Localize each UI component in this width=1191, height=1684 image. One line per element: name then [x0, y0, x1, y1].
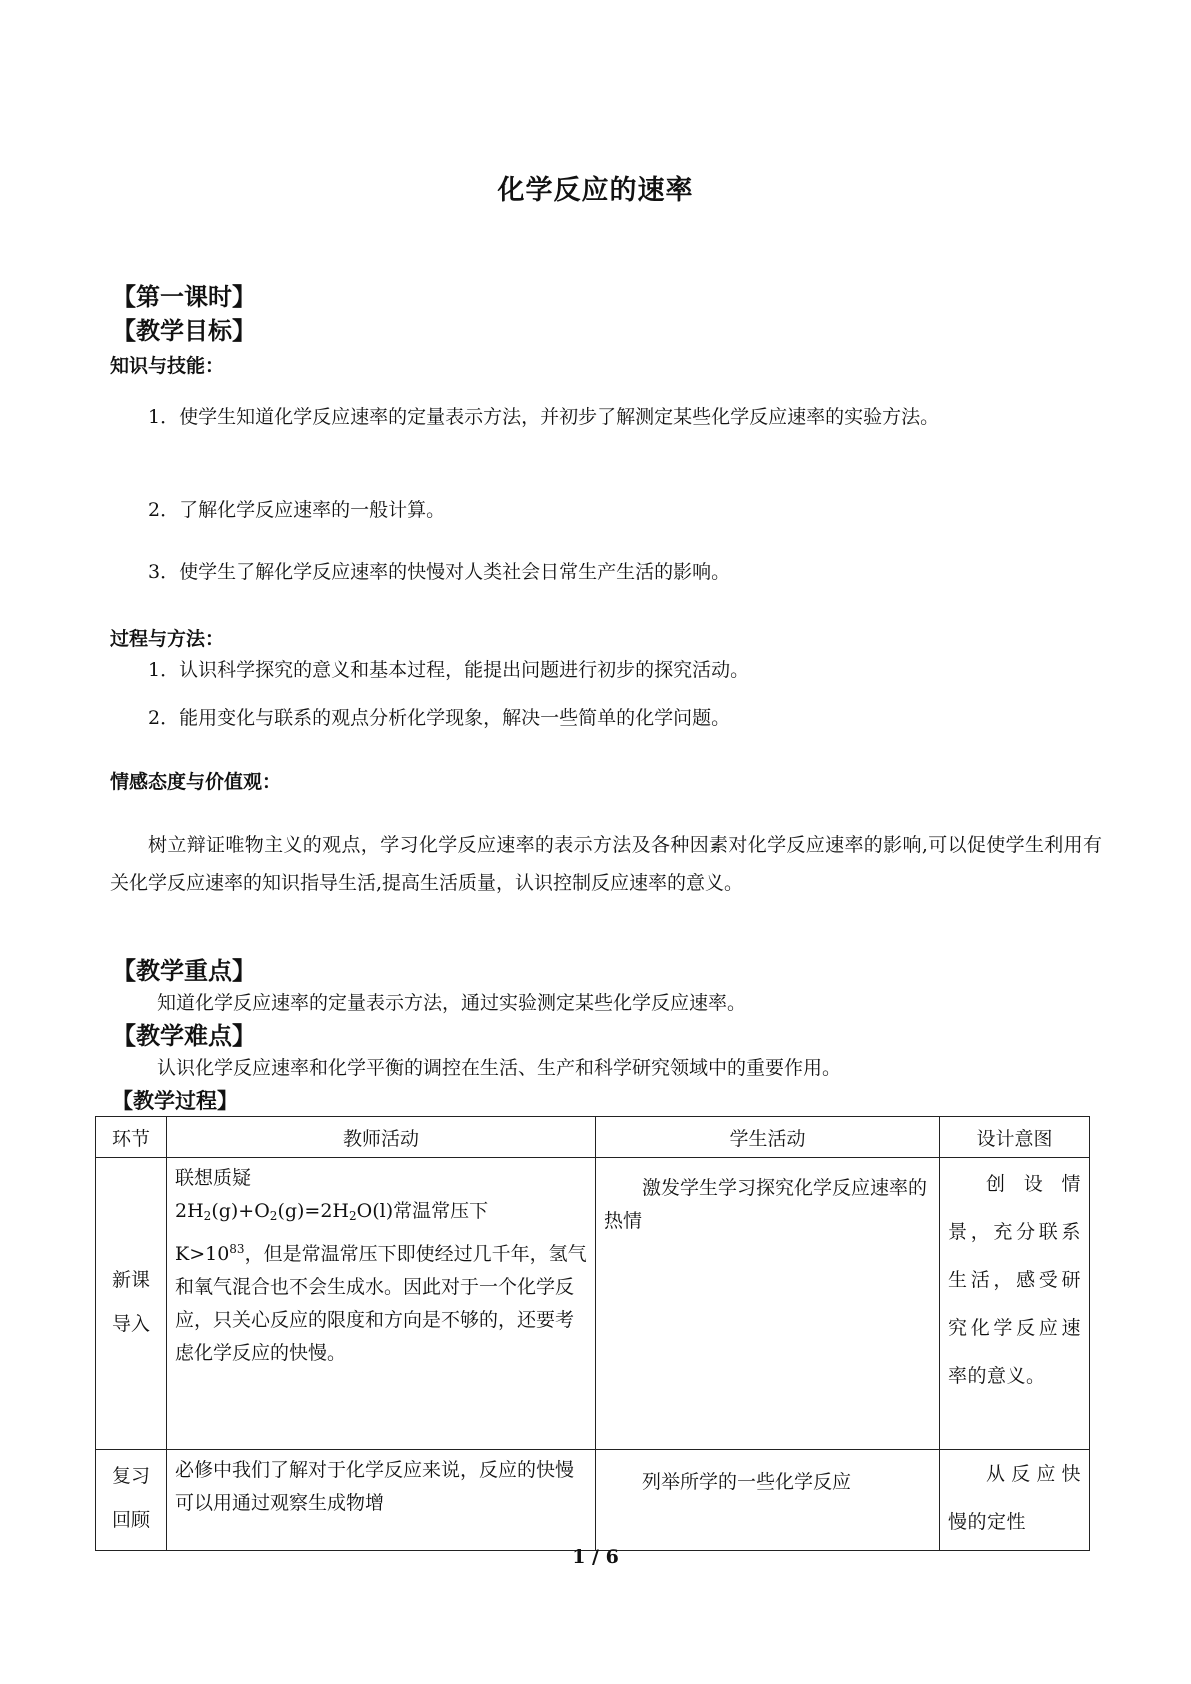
teacher-cell: 必修中我们了解对于化学反应来说，反应的快慢可以用通过观察生成物增 — [167, 1450, 596, 1551]
student-cell — [596, 1450, 940, 1551]
knowledge-item-1: 1．使学生知道化学反应速率的定量表示方法，并初步了解测定某些化学反应速率的实验方法。 — [148, 406, 940, 428]
eq-part: (g)+O — [211, 1200, 270, 1222]
reaction-equation — [175, 1195, 587, 1233]
knowledge-item-2: 2．了解化学反应速率的一般计算。 — [148, 499, 446, 521]
stage-cell: 新课导入 — [96, 1158, 167, 1450]
key-point-text: 知道化学反应速率的定量表示方法，通过实验测定某些化学反应速率。 — [157, 992, 747, 1014]
header-student: 学生活动 — [596, 1117, 940, 1158]
process-item-1: 1．认识科学探究的意义和基本过程，能提出问题进行初步的探究活动。 — [148, 659, 750, 681]
design-text: 创设情景，充分联系生活，感受研究化学反应速率的意义。 — [948, 1173, 1081, 1387]
difficulty-label: 【教学难点】 — [112, 1022, 256, 1050]
student-text: 激发学生学习探究化学反应速率的热情 — [604, 1177, 928, 1232]
teacher-body — [175, 1233, 587, 1370]
key-point-label: 【教学重点】 — [112, 957, 256, 985]
process-item-2: 2．能用变化与联系的观点分析化学现象，解决一些简单的化学问题。 — [148, 707, 731, 729]
header-teacher: 教师活动 — [167, 1117, 596, 1158]
objectives-label: 【教学目标】 — [112, 317, 256, 345]
design-cell — [940, 1158, 1090, 1450]
stage-cell: 复习回顾 — [96, 1450, 167, 1551]
header-design: 设计意图 — [940, 1117, 1090, 1158]
procedure-table — [95, 1116, 1090, 1551]
eq-sub: 2 — [269, 1209, 278, 1223]
lesson-label: 【第一课时】 — [112, 283, 256, 311]
eq-part: O(l)常温常压下 — [356, 1200, 489, 1222]
knowledge-heading: 知识与技能： — [110, 355, 225, 377]
design-text: 从反应快慢的定性 — [948, 1463, 1081, 1533]
page-title: 化学反应的速率 — [497, 175, 694, 206]
attitude-heading: 情感态度与价值观： — [110, 771, 282, 793]
process-heading: 过程与方法： — [110, 628, 225, 650]
student-text: 列举所学的一些化学反应 — [642, 1471, 852, 1493]
design-cell — [940, 1450, 1090, 1551]
attitude-text: 树立辩证唯物主义的观点，学习化学反应速率的表示方法及各种因素对化学反应速率的影响,可以促使学生利用有关化学反应速率的知识指导生活,提高生活质量，认识控制反应速率的意义。 — [110, 834, 1102, 894]
eq-sub: 2 — [203, 1209, 212, 1223]
table-row — [96, 1450, 1090, 1551]
k-exponent: 83 — [229, 1242, 245, 1256]
difficulty-text: 认识化学反应速率和化学平衡的调控在生活、生产和科学研究领域中的重要作用。 — [157, 1057, 842, 1079]
eq-part: 2H — [175, 1200, 204, 1222]
k-value: K>10 — [175, 1243, 230, 1265]
knowledge-item-3: 3．使学生了解化学反应速率的快慢对人类社会日常生产生活的影响。 — [148, 561, 731, 583]
teacher-cell — [167, 1158, 596, 1450]
eq-sub: 2 — [349, 1209, 357, 1223]
page-number: 1 / 6 — [572, 1546, 619, 1568]
header-stage: 环节 — [96, 1117, 167, 1158]
table-row — [96, 1158, 1090, 1450]
procedure-label: 【教学过程】 — [112, 1089, 238, 1113]
teacher-title: 联想质疑 — [175, 1167, 252, 1189]
eq-part: (g)=2H — [277, 1200, 350, 1222]
student-cell — [596, 1158, 940, 1450]
teacher-rest: ，但是常温常压下即使经过几千年，氢气和氧气混合也不会生成水。因此对于一个化学反应，只关心反应的限度和方向是不够的，还要考虑化学反应的快慢。 — [175, 1243, 587, 1364]
table-header-row — [96, 1117, 1090, 1158]
